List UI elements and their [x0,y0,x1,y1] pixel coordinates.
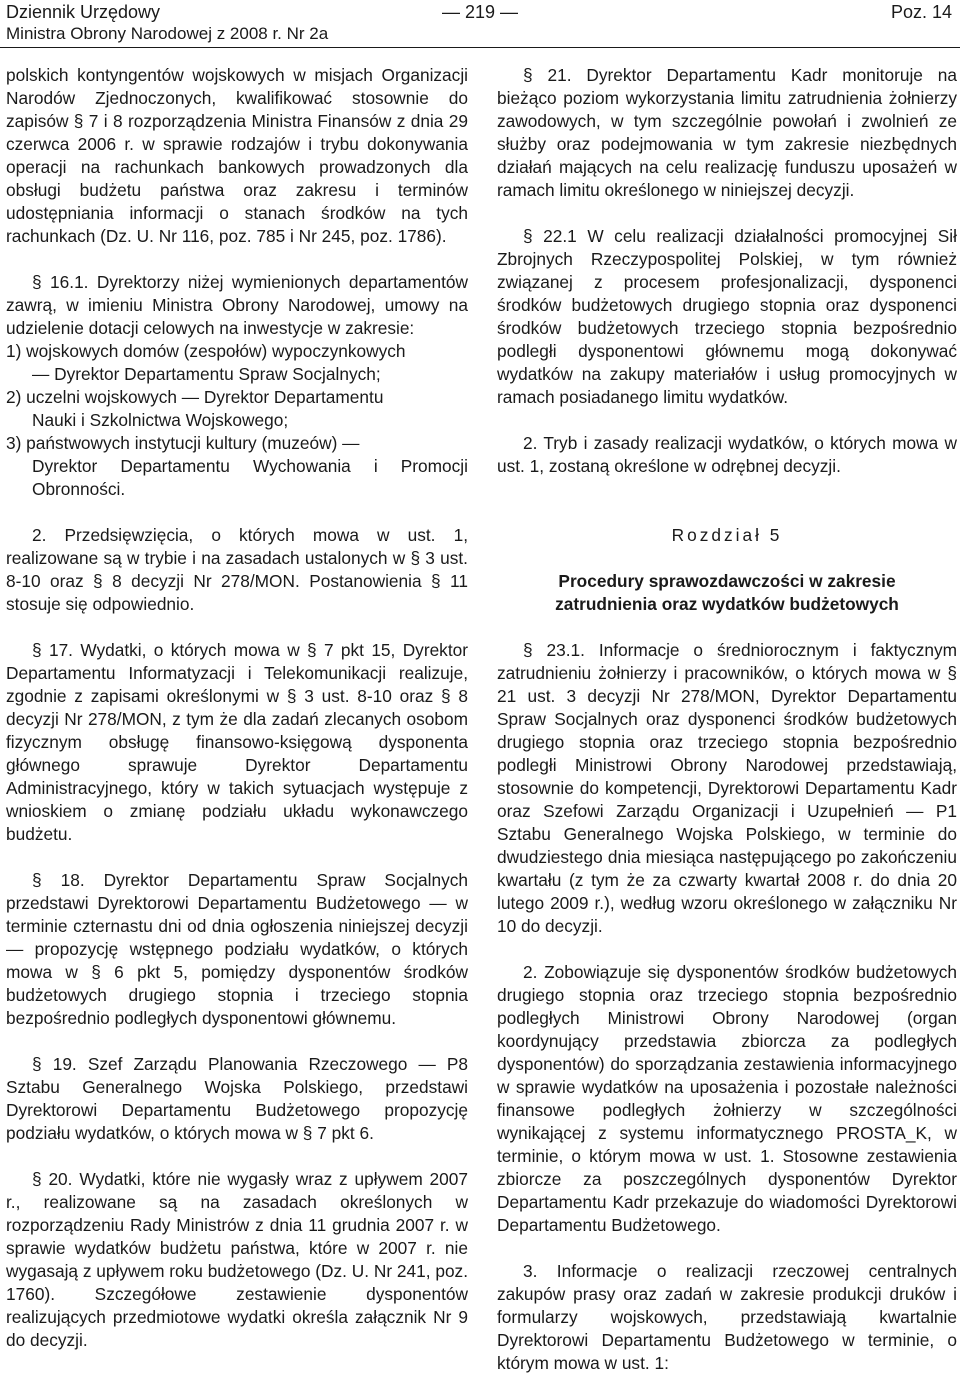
paragraph-23-3: 3. Informacje o realizacji rzeczowej centralnych zakupów prasy oraz zadań w zakresie produkcji druków i formularzy wojskowych, przedstawiają kwartalnie Dyrektorowi Departamentu Budżetowego w terminie, o którym mowa w ust. 1: [497,1261,957,1373]
page-number: — 219 — [441,2,519,22]
list-item-2: 2) uczelni wojskowych — Dyrektor Departamentu [6,387,384,407]
list-item-1: 1) wojskowych domów (zespołów) wypoczynkowych [6,341,406,361]
position-number: Poz. 14 [890,2,952,22]
paragraph-18: § 18. Dyrektor Departamentu Spraw Socjalnych przedstawi Dyrektorowi Departamentu Budżetowego — w terminie czternastu dni od dnia ogłoszenia niniejszej decyzji — propozycję wstępnego podziału wydatków, o których mowa w § 6 pkt 5, pomiędzy dysponentów środków budżetowych drugiego stopnia i trzeciego stopnia bezpośrednio podległych dysponentowi głównemu. [6,870,468,1028]
paragraph-22-1: § 22.1 W celu realizacji działalności promocyjnej Sił Zbrojnych Rzeczypospolitej Polskiej, w tym również związanej z procesem profesjonalizacji, dysponenci środków budżetowych drugiego stopnia oraz dysponenci środków budżetowych trzeciego stopnia bezpośrednio podległi dysponentowi głównemu mogą dokonywać wydatków na zakupy materiałów i usług promocyjnych w ramach posiadanego limitu wydatków. [497,226,957,407]
chapter-title-line-2: zatrudnienia oraz wydatków budżetowych [555,594,899,614]
right-column [497,64,957,1375]
paragraph-19: § 19. Szef Zarządu Planowania Rzeczowego — P8 Sztabu Generalnego Wojska Polskiego, przedstawi Dyrektorowi Departamentu Budżetowego propozycję podziału wydatków, o których mowa w § 7 pkt 6. [6,1054,468,1143]
paragraph-20: § 20. Wydatki, które nie wygasły wraz z upływem 2007 r., realizowane są na zasadach określonych w rozporządzeniu Rady Ministrów z dnia 11 grudnia 2007 r. w sprawie wydatków budżetu państwa, które w 2007 r. nie wygasają z upływem roku budżetowego (Dz. U. Nr 241, poz. 1760). Szczegółowe zestawienie dysponentów realizujących przedmiotowe wydatki określa załącznik Nr 9 do decyzji. [6,1169,469,1350]
page-header-left [6,1,426,45]
paragraph-22-2: 2. Tryb i zasady realizacji wydatków, o których mowa w ust. 1, zostaną określone w odrębnej decyzji. [497,433,957,476]
paragraph-23-2: 2. Zobowiązuje się dysponentów środków budżetowych drugiego stopnia oraz trzeciego stopnia bezpośrednio podległych Ministrowi Obrony Narodowej (organ koordynujący przedstawia zbiorcza za podległych dysponentów) do sporządzania zestawienia informacyjnego w sprawie wydatków na uposażenia i pozostałe należności finansowe podległych żołnierzy w szczególności wynikającej z systemu informatycznego PROSTA_K, w terminie, o którym mowa w ust. 1. Stosowne zestawienia zbiorcze za poszczególnych dysponentów Dyrektor Departamentu Kadr przekazuje do wiadomości Dyrektorowi Departamentu Budżetowego. [497,962,957,1235]
paragraph-21: § 21. Dyrektor Departamentu Kadr monitoruje na bieżąco poziom wykorzystania limitu zatrudnienia żołnierzy zawodowych, w tym szczególnie powołań i zwolnień ze służby oraz podejmowania w tym zakresie niezbędnych działań mających na celu realizację funduszu uposażeń w ramach limitu określonego w niniejszej decyzji. [497,65,957,200]
list-item-3-continuation: Dyrektor Departamentu Wychowania i Promocji Obronności. [32,456,468,499]
chapter-heading: Rozdział 5 [671,525,783,545]
list-item-2-continuation: Nauki i Szkolnictwa Wojskowego; [32,410,289,430]
paragraph-17: § 17. Wydatki, o których mowa w § 7 pkt 15, Dyrektor Departamentu Informatyzacji i Telekomunikacji realizuje, zgodnie z zapisami określonymi w § 3 ust. 8-10 oraz § 8 decyzji Nr 278/MON, z tym że dla zadań zlecanych osobom fizycznym obsługę finansowo-księgową dysponenta głównego sprawuje Dyrektor Departamentu Administracyjnego, który w takich sytuacjach występuje z wnioskiem o zmianę podziału układu wykonawczego budżetu. [6,640,468,844]
list-item-3: 3) państwowych instytucji kultury (muzeów) — [6,433,360,453]
journal-title: Dziennik Urzędowy [6,2,161,22]
left-column [6,64,468,1352]
paragraph-continuation: polskich kontyngentów wojskowych w misjach Organizacji Narodów Zjednoczonych, kwalifikować stosownie do zapisów § 7 i 8 rozporządzenia Ministra Finansów z dnia 29 czerwca 2006 r. w sprawie rodzajów i trybu dokonywania operacji na rachunkach bankowych prowadzonych dla obsługi budżetu państwa oraz zakresu i terminów udostępniania informacji o stanach środków na tych rachunkach (Dz. U. Nr 116, poz. 785 i Nr 245, poz. 1786). [6,65,468,246]
paragraph-16-2: 2. Przedsięwzięcia, o których mowa w ust. 1, realizowane są w trybie i na zasadach ustalonych w § 3 ust. 8-10 oraz § 8 decyzji Nr 278/MON. Postanowienia § 11 stosuje się odpowiednio. [6,525,468,614]
paragraph-16-1: § 16.1. Dyrektorzy niżej wymienionych departamentów zawrą, w imieniu Ministra Obrony Narodowej, umowy na udzielenie dotacji celowych na inwestycje w zakresie: [6,272,468,338]
journal-issue: Ministra Obrony Narodowej z 2008 r. Nr 2a [6,24,329,43]
paragraph-23-1: § 23.1. Informacje o średniorocznym i faktycznym zatrudnieniu żołnierzy i pracowników, o których mowa w § 21 ust. 3 decyzji Nr 278/MON, Dyrektor Departamentu Spraw Socjalnych oraz dysponenci środków budżetowych drugiego stopnia oraz trzeciego stopnia bezpośrednio podległi Ministrowi Obrony Narodowej przedstawiają, stosownie do kompetencji, Dyrektorowi Departamentu Kadr oraz Szefowi Zarządu Organizacji i Uzupełnień — P1 Sztabu Generalnego Wojska Polskiego, w terminie do dwudziestego dnia miesiąca następującego po zakończeniu kwartału (z tym że za czwarty kwartał 2008 r. do dnia 20 lutego 2009 r.), według wzoru określonego w załączniku Nr 10 do decyzji. [497,640,957,936]
chapter-title-line-1: Procedury sprawozdawczości w zakresie [558,571,896,591]
list-item-1-continuation: — Dyrektor Departamentu Spraw Socjalnych; [32,364,381,384]
header-rule [0,47,960,48]
